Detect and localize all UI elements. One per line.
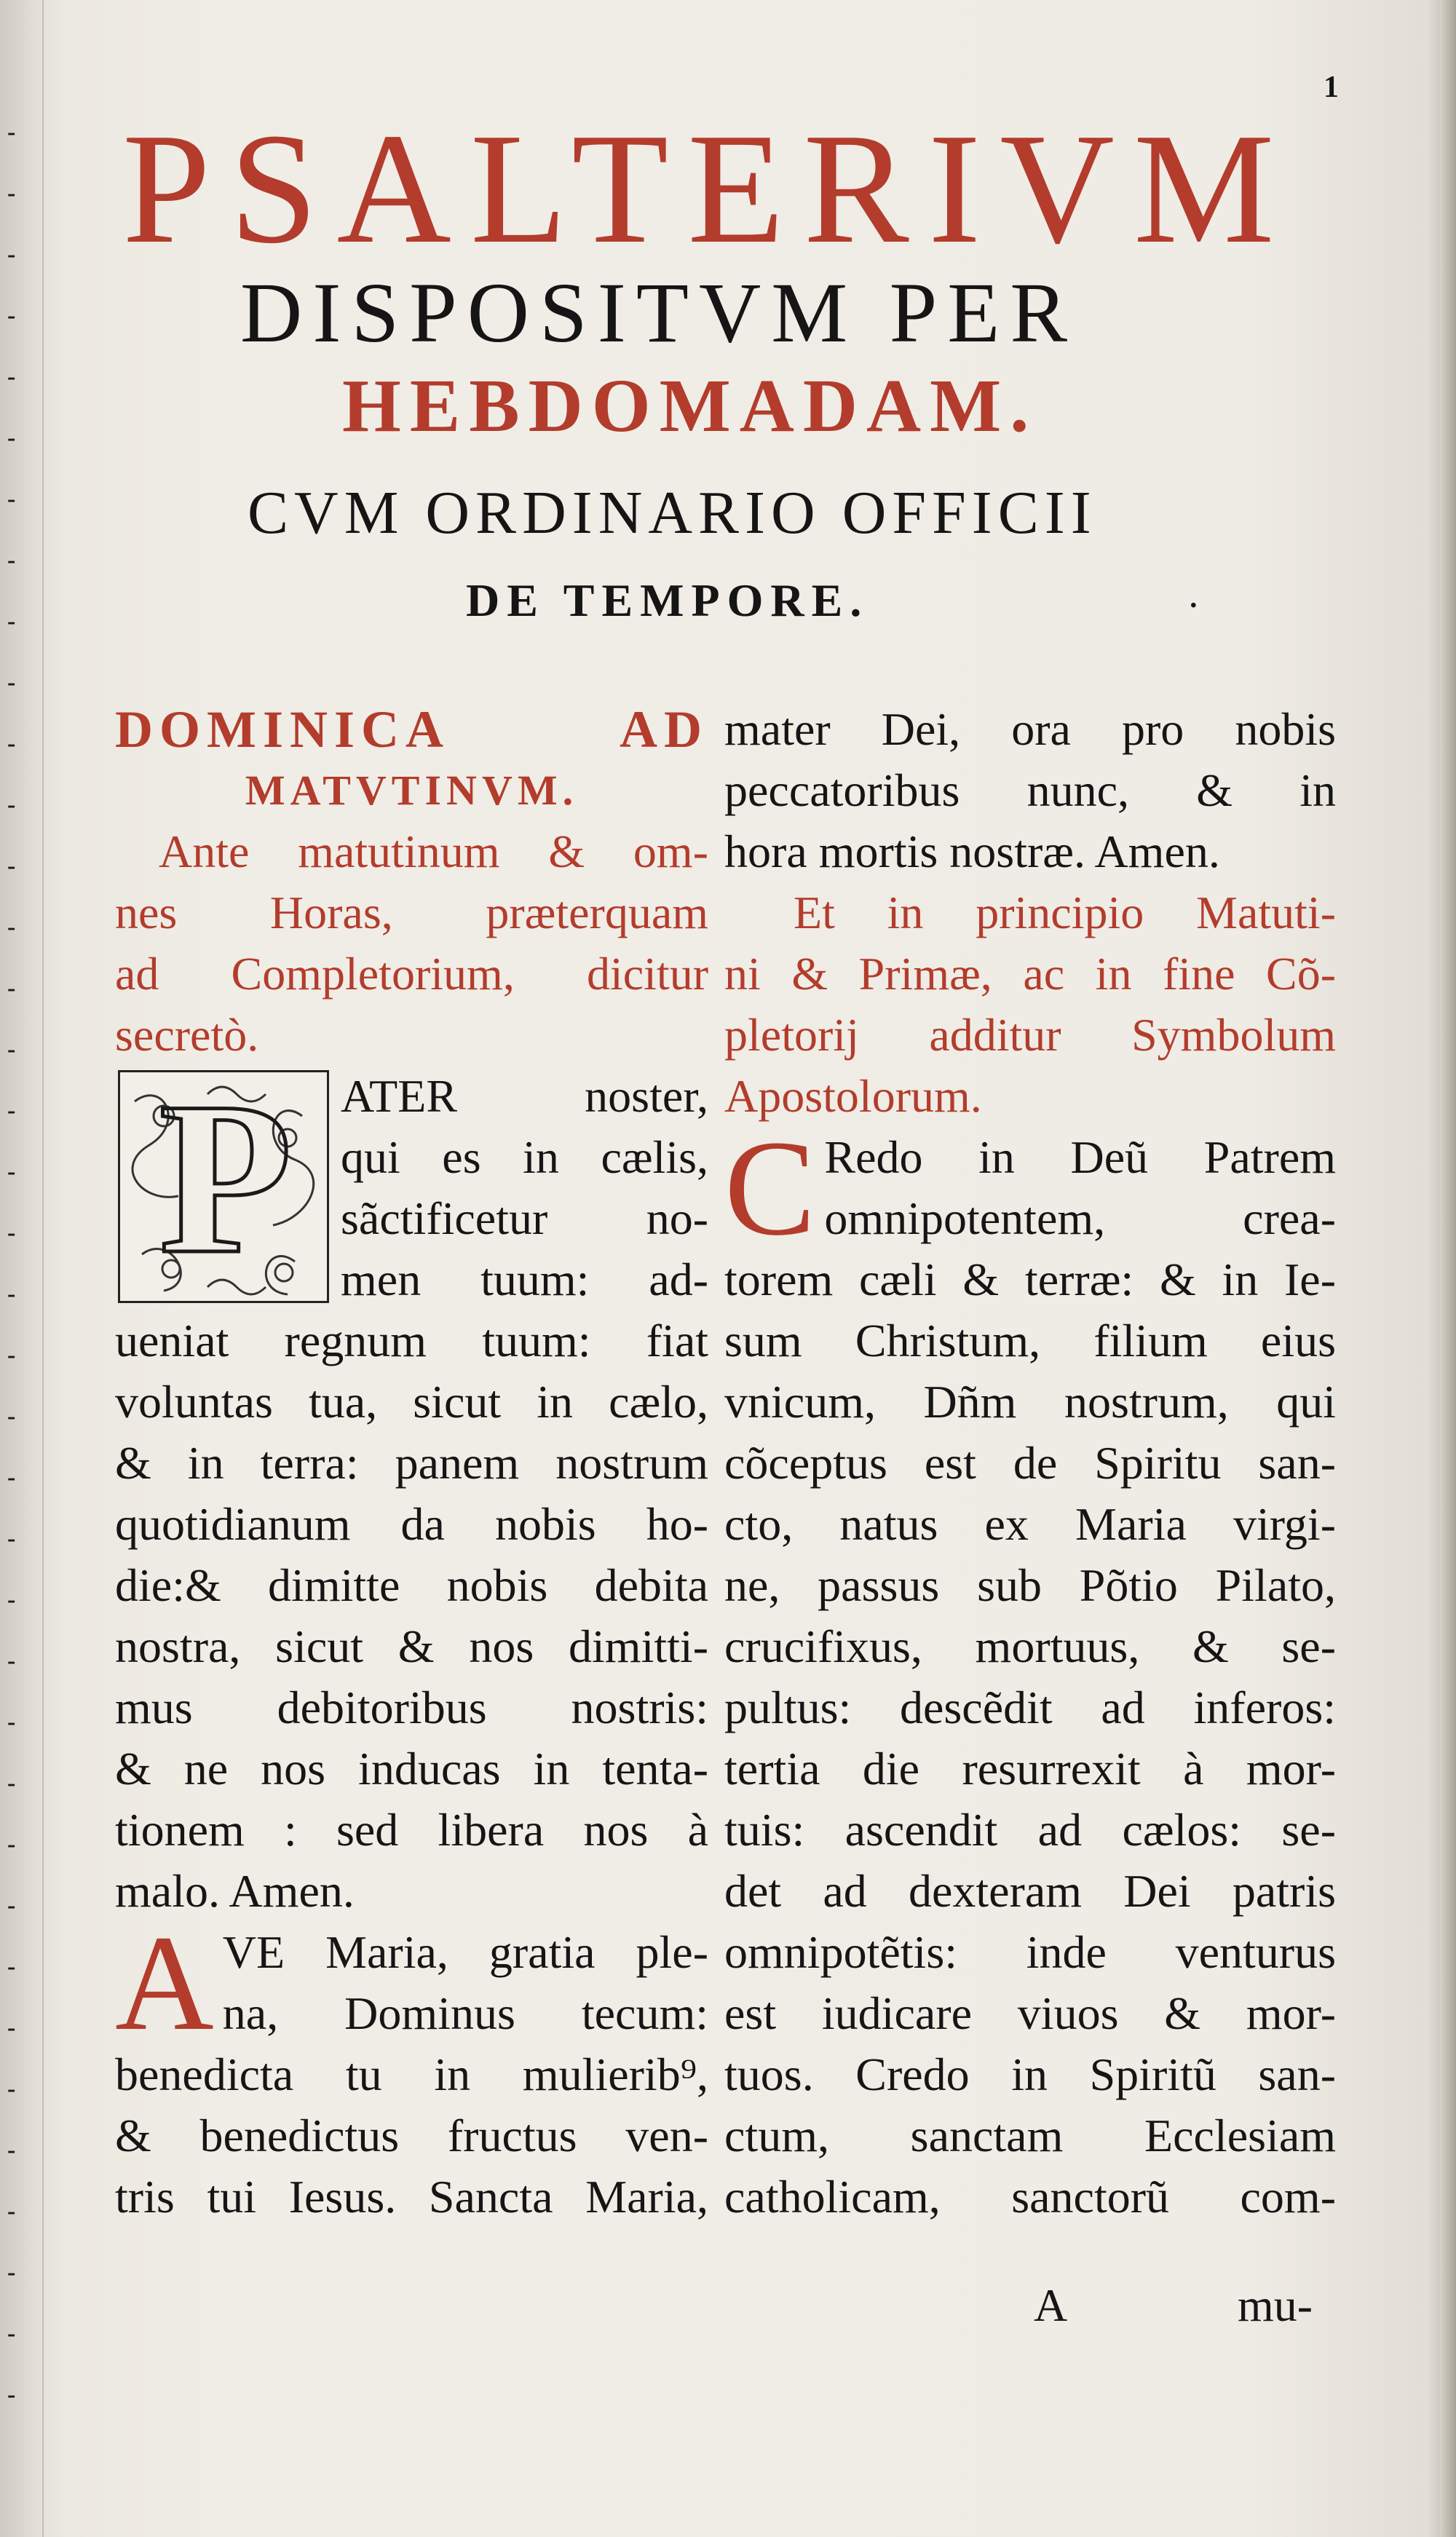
text-line: pultus: descẽdit ad inferos: [724,1682,1336,1733]
text-line: tertia die resurrexit à mor- [724,1743,1336,1794]
text-line: & ne nos inducas in tenta- [115,1743,708,1794]
text-line: & in terra: panem nostrum [115,1437,708,1489]
red-initial: A [115,1907,214,2059]
text-line: tionem : sed libera nos à [115,1804,708,1856]
text-line: sãctificetur no- [341,1192,708,1244]
text-line: quotidianum da nobis ho- [115,1498,708,1550]
text-line: ne, passus sub Põtio Pilato, [724,1559,1336,1611]
rubric-line: Et in principio Matuti- [794,887,1336,938]
text-line: na, Dominus tecum: [222,1987,708,2039]
text-line: malo. Amen. [115,1865,355,1917]
text-line: qui es in cælis, [341,1131,708,1183]
dropcap-letter: P [159,1057,293,1299]
text-line: vnicum, Dñm nostrum, qui [724,1376,1336,1428]
text-line: mater Dei, ora pro nobis [724,703,1336,755]
catchword: mu- [1238,2279,1313,2331]
text-line: tris tui Iesus. Sancta Maria, [115,2171,708,2223]
title-line-5: DE TEMPORE. [466,574,869,626]
text-line: omnipotẽtis: inde venturus [724,1926,1336,1978]
text-line: omnipotentem, crea- [824,1192,1336,1244]
text-line: men tuum: ad- [341,1254,708,1305]
text-line: peccatoribus nunc, & in [724,764,1336,816]
rubric-line: ni & Primæ, ac in fine Cõ- [724,948,1336,1000]
text-line: cõceptus est de Spiritu san- [724,1437,1336,1489]
text-line: tuos. Credo in Spiritũ san- [724,2049,1336,2100]
decorated-initial [118,1057,329,1303]
text-line: ATER noster, [341,1070,708,1122]
text-line: VE Maria, gratia ple- [222,1926,708,1978]
title-line-4: CVM ORDINARIO OFFICII [248,479,1097,547]
ave-maria-block [115,1907,708,2228]
text-line: ctum, sanctam Ecclesiam [724,2110,1336,2161]
signature-mark: A [1034,2279,1068,2331]
rubric-line: secretò. [115,1009,259,1061]
rubric-line: Ante matutinum & om- [159,826,708,877]
right-column [724,699,1336,2228]
text-line: ueniat regnum tuum: fiat [115,1315,708,1366]
text-line: mus debitoribus nostris: [115,1682,708,1733]
gutter-marks: - - - - - - - - - - - - - - - - - - - - - - - - - - - - - - - - - - - - - - [7,119,16,2408]
text-line: voluntas tua, sicut in cælo, [115,1376,708,1428]
text-line: est iudicare viuos & mor- [724,1987,1336,2039]
text-line: tuis: ascendit ad cælos: se- [724,1804,1336,1856]
text-line: & benedictus fructus ven- [115,2110,708,2161]
text-line: cto, natus ex Maria virgi- [724,1498,1336,1550]
page-edge [1440,0,1456,2537]
title-line-3: HEBDOMADAM. [342,364,1038,448]
section-heading: DOMINICA AD [115,700,708,759]
title-line-2: DISPOSITVM PER [240,265,1078,360]
pater-noster-block [115,1057,708,1310]
text-line: hora mortis nostræ. Amen. [724,826,1220,877]
text-line: crucifixus, mortuus, & se- [724,1620,1336,1672]
text-line: det ad dexteram Dei patris [724,1865,1336,1917]
rubric-line: Apostolorum. [724,1070,982,1122]
page-number: 1 [1324,71,1339,104]
text-line: catholicam, sanctorũ com- [724,2171,1336,2223]
rubric-line: pletorij additur Symbolum [724,1009,1336,1061]
rubric-line: nes Horas, præterquam [115,887,708,938]
section-subheading: MATVTINVM. [245,767,579,814]
text-line: sum Christum, filium eius [724,1315,1336,1366]
binding-gutter [0,0,44,2537]
left-column [115,699,708,2228]
rubric-line: ad Completorium, dicitur [115,948,708,1000]
credo-block [724,1112,1336,2228]
red-initial: C [724,1112,816,1264]
ornament-dot: · [1187,583,1200,628]
text-line: torem cæli & terræ: & in Ie- [724,1254,1336,1305]
text-line: Redo in Deũ Patrem [824,1131,1336,1183]
text-line: die:& dimitte nobis debita [115,1559,708,1611]
text-line: nostra, sicut & nos dimitti- [115,1620,708,1672]
text-line: benedicta tu in mulierib⁹, [115,2049,708,2100]
page-title: PSALTERIVM [122,101,1294,277]
